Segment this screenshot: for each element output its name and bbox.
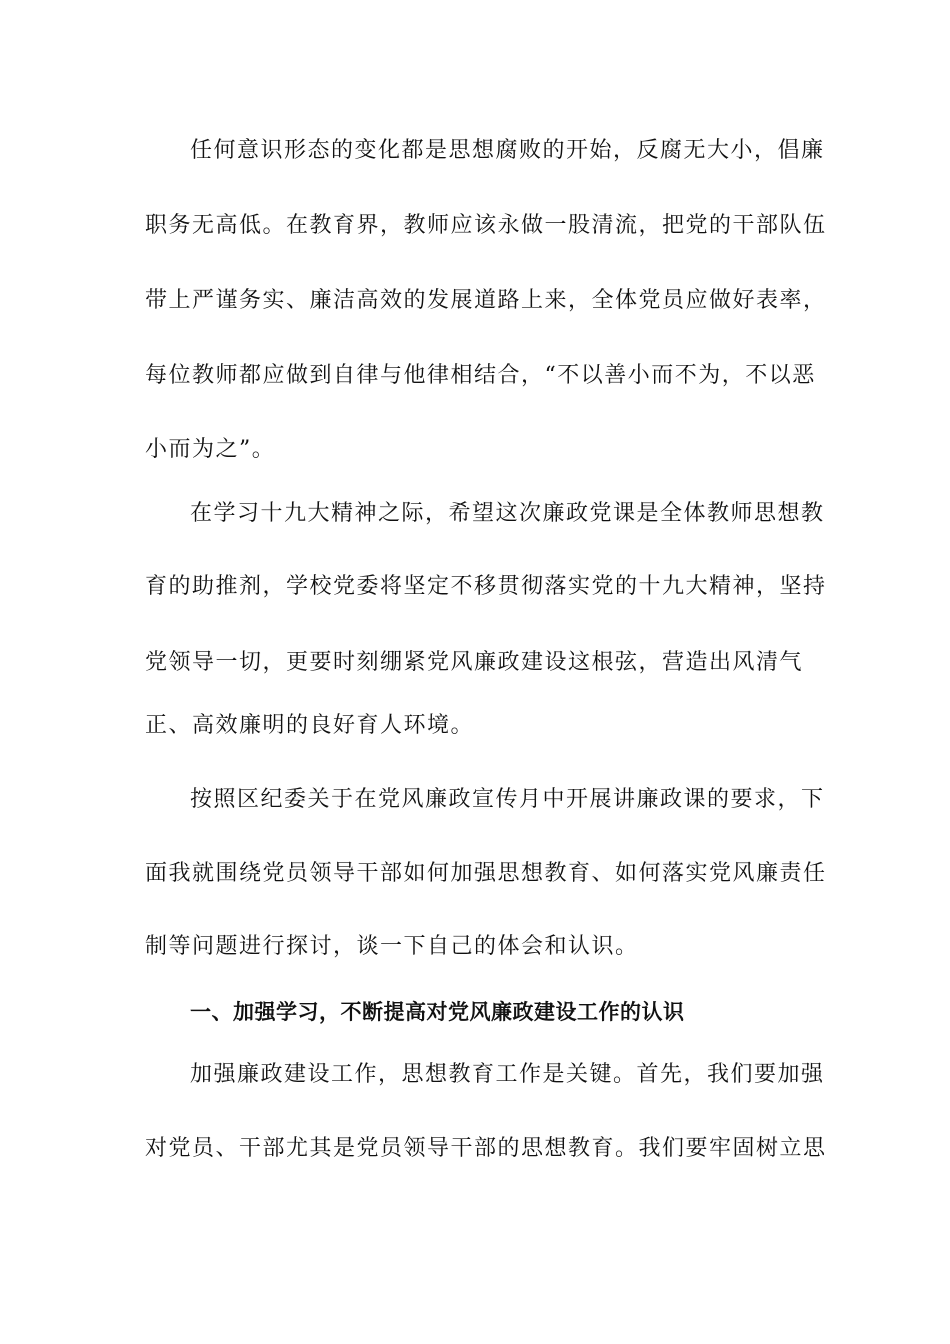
paragraph-3-line-2: 面我就围绕党员领导干部如何加强思想教育、如何落实党风廉责任: [145, 861, 827, 886]
paragraph-2-line-4: 正、高效廉明的良好育人环境。: [145, 713, 475, 738]
paragraph-1-line-4: 每位教师都应做到自律与他律相结合，“不以善小而不为，不以恶: [145, 363, 816, 388]
paragraph-4-line-1: 加强廉政建设工作，思想教育工作是关键。首先，我们要加强: [190, 1062, 825, 1087]
paragraph-3-line-3: 制等问题进行探讨，谈一下自己的体会和认识。: [145, 934, 639, 959]
paragraph-2-line-2: 育的助推剂，学校党委将坚定不移贯彻落实党的十九大精神，坚持: [145, 574, 827, 599]
paragraph-4-line-2: 对党员、干部尤其是党员领导干部的思想教育。我们要牢固树立思: [145, 1136, 827, 1161]
paragraph-1-line-2: 职务无高低。在教育界，教师应该永做一股清流，把党的干部队伍: [145, 213, 827, 238]
paragraph-3-line-1: 按照区纪委关于在党风廉政宣传月中开展讲廉政课的要求，下: [190, 787, 825, 812]
paragraph-2-line-3: 党领导一切，更要时刻绷紧党风廉政建设这根弦，营造出风清气: [145, 650, 804, 675]
paragraph-1-line-1: 任何意识形态的变化都是思想腐败的开始，反腐无大小，倡廉: [190, 138, 825, 163]
paragraph-2-line-1: 在学习十九大精神之际，希望这次廉政党课是全体教师思想教: [190, 501, 825, 526]
paragraph-1-line-5: 小而为之”。: [145, 437, 276, 462]
paragraph-1-line-3: 带上严谨务实、廉洁高效的发展道路上来，全体党员应做好表率，: [145, 288, 827, 313]
section-heading: 一、加强学习，不断提高对党风廉政建设工作的认识: [190, 1000, 685, 1024]
